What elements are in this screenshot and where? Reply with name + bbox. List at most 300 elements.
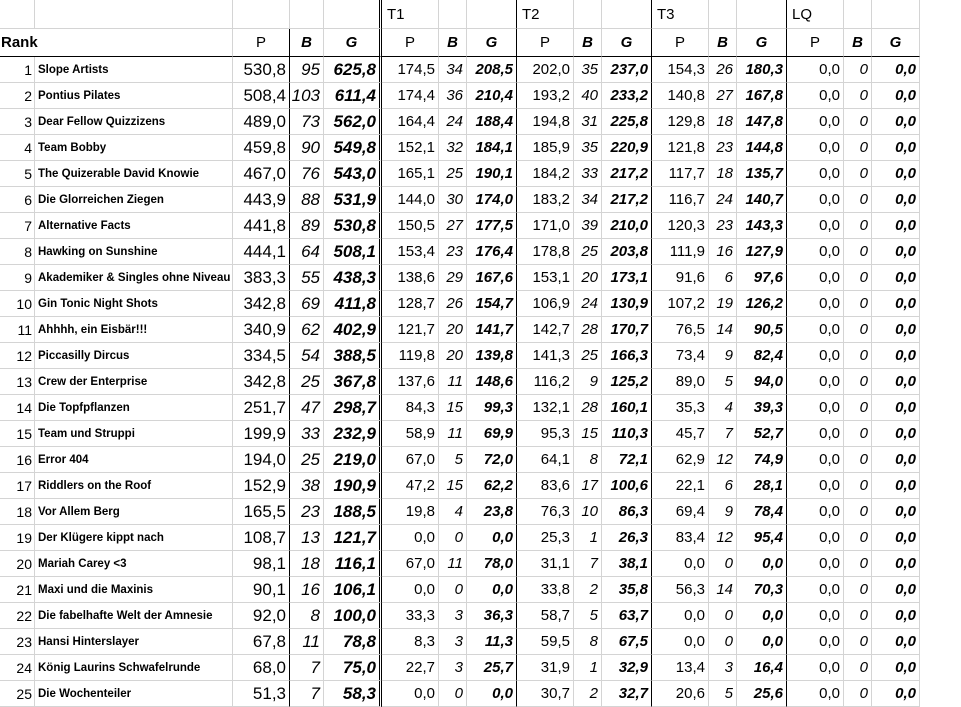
t2-bonus-cell[interactable]: 35: [574, 57, 602, 83]
t1-total-cell[interactable]: 0,0: [467, 577, 517, 603]
rank-cell[interactable]: 6: [0, 187, 35, 213]
t1-points-cell[interactable]: 164,4: [382, 109, 439, 135]
team-name-cell[interactable]: Die Glorreichen Ziegen: [35, 187, 233, 213]
t2-total-cell[interactable]: 166,3: [602, 343, 652, 369]
lq-total-cell[interactable]: 0,0: [872, 213, 920, 239]
rank-cell[interactable]: 7: [0, 213, 35, 239]
t3-bonus-cell[interactable]: 3: [709, 655, 737, 681]
t2-points-cell[interactable]: 76,3: [517, 499, 574, 525]
t3-total-cell[interactable]: 52,7: [737, 421, 787, 447]
t2-points-cell[interactable]: 95,3: [517, 421, 574, 447]
t1-points-cell[interactable]: 165,1: [382, 161, 439, 187]
t1-points-cell[interactable]: 144,0: [382, 187, 439, 213]
rank-cell[interactable]: 25: [0, 681, 35, 707]
t3-points-cell[interactable]: 89,0: [652, 369, 709, 395]
t1-bonus-cell[interactable]: 29: [439, 265, 467, 291]
t1-bonus-cell[interactable]: 15: [439, 473, 467, 499]
total-bonus-cell[interactable]: 88: [290, 187, 324, 213]
group-header-t1[interactable]: T1: [382, 0, 439, 29]
t3-points-cell[interactable]: 111,9: [652, 239, 709, 265]
lq-points-cell[interactable]: 0,0: [787, 317, 844, 343]
total-grand-cell[interactable]: 190,9: [324, 473, 382, 499]
header-lq-p[interactable]: P: [787, 29, 844, 57]
t3-bonus-cell[interactable]: 19: [709, 291, 737, 317]
total-grand-cell[interactable]: 106,1: [324, 577, 382, 603]
t3-bonus-cell[interactable]: 5: [709, 369, 737, 395]
lq-points-cell[interactable]: 0,0: [787, 681, 844, 707]
t2-bonus-cell[interactable]: 35: [574, 135, 602, 161]
total-grand-cell[interactable]: 508,1: [324, 239, 382, 265]
lq-bonus-cell[interactable]: 0: [844, 603, 872, 629]
total-bonus-cell[interactable]: 64: [290, 239, 324, 265]
t3-bonus-cell[interactable]: 23: [709, 135, 737, 161]
rank-cell[interactable]: 2: [0, 83, 35, 109]
lq-bonus-cell[interactable]: 0: [844, 499, 872, 525]
total-grand-cell[interactable]: 411,8: [324, 291, 382, 317]
total-grand-cell[interactable]: 531,9: [324, 187, 382, 213]
header-total-g[interactable]: G: [324, 29, 382, 57]
t3-points-cell[interactable]: 22,1: [652, 473, 709, 499]
lq-bonus-cell[interactable]: 0: [844, 161, 872, 187]
t2-points-cell[interactable]: 58,7: [517, 603, 574, 629]
t3-total-cell[interactable]: 0,0: [737, 629, 787, 655]
t1-total-cell[interactable]: 141,7: [467, 317, 517, 343]
team-name-cell[interactable]: Pontius Pilates: [35, 83, 233, 109]
t1-bonus-cell[interactable]: 11: [439, 369, 467, 395]
total-bonus-cell[interactable]: 25: [290, 447, 324, 473]
t3-bonus-cell[interactable]: 5: [709, 681, 737, 707]
t2-bonus-cell[interactable]: 34: [574, 187, 602, 213]
rank-cell[interactable]: 17: [0, 473, 35, 499]
t2-bonus-cell[interactable]: 2: [574, 681, 602, 707]
lq-total-cell[interactable]: 0,0: [872, 239, 920, 265]
t3-points-cell[interactable]: 116,7: [652, 187, 709, 213]
lq-bonus-cell[interactable]: 0: [844, 577, 872, 603]
t3-bonus-cell[interactable]: 26: [709, 57, 737, 83]
t2-bonus-cell[interactable]: 25: [574, 343, 602, 369]
total-bonus-cell[interactable]: 25: [290, 369, 324, 395]
lq-total-cell[interactable]: 0,0: [872, 499, 920, 525]
t3-bonus-cell[interactable]: 0: [709, 629, 737, 655]
total-bonus-cell[interactable]: 62: [290, 317, 324, 343]
header-t3-g[interactable]: G: [737, 29, 787, 57]
t3-total-cell[interactable]: 135,7: [737, 161, 787, 187]
total-bonus-cell[interactable]: 55: [290, 265, 324, 291]
lq-bonus-cell[interactable]: 0: [844, 655, 872, 681]
lq-bonus-cell[interactable]: 0: [844, 291, 872, 317]
t1-bonus-cell[interactable]: 0: [439, 525, 467, 551]
t3-points-cell[interactable]: 0,0: [652, 629, 709, 655]
t1-bonus-cell[interactable]: 20: [439, 343, 467, 369]
total-bonus-cell[interactable]: 69: [290, 291, 324, 317]
t2-points-cell[interactable]: 31,9: [517, 655, 574, 681]
t1-bonus-cell[interactable]: 3: [439, 655, 467, 681]
t2-total-cell[interactable]: 86,3: [602, 499, 652, 525]
t1-total-cell[interactable]: 36,3: [467, 603, 517, 629]
total-bonus-cell[interactable]: 16: [290, 577, 324, 603]
t1-bonus-cell[interactable]: 34: [439, 57, 467, 83]
t2-bonus-cell[interactable]: 33: [574, 161, 602, 187]
t1-bonus-cell[interactable]: 3: [439, 629, 467, 655]
t2-points-cell[interactable]: 178,8: [517, 239, 574, 265]
t3-total-cell[interactable]: 180,3: [737, 57, 787, 83]
header-t2-p[interactable]: P: [517, 29, 574, 57]
team-name-cell[interactable]: Error 404: [35, 447, 233, 473]
t1-total-cell[interactable]: 0,0: [467, 681, 517, 707]
header-t1-g[interactable]: G: [467, 29, 517, 57]
total-grand-cell[interactable]: 438,3: [324, 265, 382, 291]
team-name-cell[interactable]: Hansi Hinterslayer: [35, 629, 233, 655]
total-bonus-cell[interactable]: 47: [290, 395, 324, 421]
lq-total-cell[interactable]: 0,0: [872, 629, 920, 655]
t2-bonus-cell[interactable]: 1: [574, 525, 602, 551]
rank-cell[interactable]: 19: [0, 525, 35, 551]
total-bonus-cell[interactable]: 13: [290, 525, 324, 551]
total-points-cell[interactable]: 383,3: [233, 265, 290, 291]
cell[interactable]: [290, 0, 324, 29]
t3-points-cell[interactable]: 35,3: [652, 395, 709, 421]
t2-total-cell[interactable]: 125,2: [602, 369, 652, 395]
t1-bonus-cell[interactable]: 11: [439, 551, 467, 577]
t2-bonus-cell[interactable]: 9: [574, 369, 602, 395]
rank-cell[interactable]: 15: [0, 421, 35, 447]
team-name-cell[interactable]: Maxi und die Maxinis: [35, 577, 233, 603]
t2-bonus-cell[interactable]: 20: [574, 265, 602, 291]
rank-header[interactable]: Rank: [0, 29, 233, 57]
header-total-b[interactable]: B: [290, 29, 324, 57]
cell[interactable]: [324, 0, 382, 29]
total-bonus-cell[interactable]: 76: [290, 161, 324, 187]
total-bonus-cell[interactable]: 8: [290, 603, 324, 629]
t1-points-cell[interactable]: 22,7: [382, 655, 439, 681]
total-grand-cell[interactable]: 549,8: [324, 135, 382, 161]
lq-points-cell[interactable]: 0,0: [787, 525, 844, 551]
t2-bonus-cell[interactable]: 10: [574, 499, 602, 525]
t1-bonus-cell[interactable]: 30: [439, 187, 467, 213]
lq-total-cell[interactable]: 0,0: [872, 161, 920, 187]
team-name-cell[interactable]: Gin Tonic Night Shots: [35, 291, 233, 317]
team-name-cell[interactable]: Akademiker & Singles ohne Niveau: [35, 265, 233, 291]
total-grand-cell[interactable]: 219,0: [324, 447, 382, 473]
total-points-cell[interactable]: 68,0: [233, 655, 290, 681]
t2-bonus-cell[interactable]: 24: [574, 291, 602, 317]
t3-points-cell[interactable]: 129,8: [652, 109, 709, 135]
total-grand-cell[interactable]: 188,5: [324, 499, 382, 525]
t1-bonus-cell[interactable]: 0: [439, 681, 467, 707]
total-bonus-cell[interactable]: 33: [290, 421, 324, 447]
header-t1-b[interactable]: B: [439, 29, 467, 57]
cell[interactable]: [709, 0, 737, 29]
lq-points-cell[interactable]: 0,0: [787, 655, 844, 681]
lq-total-cell[interactable]: 0,0: [872, 525, 920, 551]
t3-points-cell[interactable]: 154,3: [652, 57, 709, 83]
team-name-cell[interactable]: Riddlers on the Roof: [35, 473, 233, 499]
t1-total-cell[interactable]: 69,9: [467, 421, 517, 447]
t2-total-cell[interactable]: 210,0: [602, 213, 652, 239]
t1-points-cell[interactable]: 128,7: [382, 291, 439, 317]
t1-total-cell[interactable]: 174,0: [467, 187, 517, 213]
t2-total-cell[interactable]: 35,8: [602, 577, 652, 603]
group-header-t3[interactable]: T3: [652, 0, 709, 29]
lq-bonus-cell[interactable]: 0: [844, 213, 872, 239]
total-points-cell[interactable]: 459,8: [233, 135, 290, 161]
lq-bonus-cell[interactable]: 0: [844, 83, 872, 109]
lq-total-cell[interactable]: 0,0: [872, 447, 920, 473]
total-grand-cell[interactable]: 402,9: [324, 317, 382, 343]
rank-cell[interactable]: 18: [0, 499, 35, 525]
t1-points-cell[interactable]: 0,0: [382, 525, 439, 551]
lq-total-cell[interactable]: 0,0: [872, 317, 920, 343]
t2-total-cell[interactable]: 110,3: [602, 421, 652, 447]
lq-points-cell[interactable]: 0,0: [787, 343, 844, 369]
t2-total-cell[interactable]: 225,8: [602, 109, 652, 135]
rank-cell[interactable]: 16: [0, 447, 35, 473]
total-bonus-cell[interactable]: 90: [290, 135, 324, 161]
total-points-cell[interactable]: 342,8: [233, 369, 290, 395]
t1-bonus-cell[interactable]: 25: [439, 161, 467, 187]
total-bonus-cell[interactable]: 89: [290, 213, 324, 239]
team-name-cell[interactable]: Die Topfpflanzen: [35, 395, 233, 421]
t2-bonus-cell[interactable]: 8: [574, 447, 602, 473]
cell[interactable]: [439, 0, 467, 29]
t2-total-cell[interactable]: 67,5: [602, 629, 652, 655]
rank-cell[interactable]: 5: [0, 161, 35, 187]
lq-points-cell[interactable]: 0,0: [787, 369, 844, 395]
t1-points-cell[interactable]: 67,0: [382, 447, 439, 473]
lq-total-cell[interactable]: 0,0: [872, 655, 920, 681]
lq-points-cell[interactable]: 0,0: [787, 395, 844, 421]
header-lq-b[interactable]: B: [844, 29, 872, 57]
t2-total-cell[interactable]: 32,9: [602, 655, 652, 681]
t1-points-cell[interactable]: 121,7: [382, 317, 439, 343]
total-grand-cell[interactable]: 232,9: [324, 421, 382, 447]
team-name-cell[interactable]: Crew der Enterprise: [35, 369, 233, 395]
t3-points-cell[interactable]: 0,0: [652, 603, 709, 629]
t3-bonus-cell[interactable]: 18: [709, 161, 737, 187]
t3-points-cell[interactable]: 120,3: [652, 213, 709, 239]
t3-total-cell[interactable]: 95,4: [737, 525, 787, 551]
t2-bonus-cell[interactable]: 39: [574, 213, 602, 239]
total-grand-cell[interactable]: 298,7: [324, 395, 382, 421]
t2-bonus-cell[interactable]: 31: [574, 109, 602, 135]
cell[interactable]: [467, 0, 517, 29]
t3-points-cell[interactable]: 56,3: [652, 577, 709, 603]
total-points-cell[interactable]: 489,0: [233, 109, 290, 135]
t2-total-cell[interactable]: 217,2: [602, 161, 652, 187]
t3-bonus-cell[interactable]: 0: [709, 603, 737, 629]
t1-total-cell[interactable]: 208,5: [467, 57, 517, 83]
t3-total-cell[interactable]: 16,4: [737, 655, 787, 681]
t3-points-cell[interactable]: 140,8: [652, 83, 709, 109]
t1-points-cell[interactable]: 8,3: [382, 629, 439, 655]
rank-cell[interactable]: 12: [0, 343, 35, 369]
lq-bonus-cell[interactable]: 0: [844, 239, 872, 265]
t2-total-cell[interactable]: 130,9: [602, 291, 652, 317]
total-points-cell[interactable]: 108,7: [233, 525, 290, 551]
t1-total-cell[interactable]: 188,4: [467, 109, 517, 135]
rank-cell[interactable]: 8: [0, 239, 35, 265]
lq-total-cell[interactable]: 0,0: [872, 681, 920, 707]
cell[interactable]: [602, 0, 652, 29]
t2-bonus-cell[interactable]: 28: [574, 317, 602, 343]
t2-points-cell[interactable]: 30,7: [517, 681, 574, 707]
t3-bonus-cell[interactable]: 6: [709, 265, 737, 291]
t2-bonus-cell[interactable]: 17: [574, 473, 602, 499]
t2-bonus-cell[interactable]: 7: [574, 551, 602, 577]
lq-bonus-cell[interactable]: 0: [844, 109, 872, 135]
total-points-cell[interactable]: 194,0: [233, 447, 290, 473]
t2-points-cell[interactable]: 153,1: [517, 265, 574, 291]
t1-total-cell[interactable]: 167,6: [467, 265, 517, 291]
lq-points-cell[interactable]: 0,0: [787, 603, 844, 629]
t1-total-cell[interactable]: 139,8: [467, 343, 517, 369]
t1-bonus-cell[interactable]: 5: [439, 447, 467, 473]
lq-points-cell[interactable]: 0,0: [787, 499, 844, 525]
lq-points-cell[interactable]: 0,0: [787, 473, 844, 499]
lq-points-cell[interactable]: 0,0: [787, 57, 844, 83]
lq-bonus-cell[interactable]: 0: [844, 551, 872, 577]
t3-total-cell[interactable]: 126,2: [737, 291, 787, 317]
t2-points-cell[interactable]: 171,0: [517, 213, 574, 239]
t2-points-cell[interactable]: 83,6: [517, 473, 574, 499]
t3-total-cell[interactable]: 70,3: [737, 577, 787, 603]
t1-bonus-cell[interactable]: 23: [439, 239, 467, 265]
total-bonus-cell[interactable]: 54: [290, 343, 324, 369]
lq-total-cell[interactable]: 0,0: [872, 395, 920, 421]
t3-total-cell[interactable]: 78,4: [737, 499, 787, 525]
rank-cell[interactable]: 14: [0, 395, 35, 421]
lq-bonus-cell[interactable]: 0: [844, 629, 872, 655]
t3-points-cell[interactable]: 45,7: [652, 421, 709, 447]
total-bonus-cell[interactable]: 11: [290, 629, 324, 655]
header-t1-p[interactable]: P: [382, 29, 439, 57]
t2-points-cell[interactable]: 202,0: [517, 57, 574, 83]
group-header-t2[interactable]: T2: [517, 0, 574, 29]
lq-points-cell[interactable]: 0,0: [787, 265, 844, 291]
total-points-cell[interactable]: 334,5: [233, 343, 290, 369]
t2-points-cell[interactable]: 25,3: [517, 525, 574, 551]
header-t2-g[interactable]: G: [602, 29, 652, 57]
t2-points-cell[interactable]: 106,9: [517, 291, 574, 317]
t2-points-cell[interactable]: 132,1: [517, 395, 574, 421]
total-bonus-cell[interactable]: 73: [290, 109, 324, 135]
t3-bonus-cell[interactable]: 12: [709, 447, 737, 473]
lq-total-cell[interactable]: 0,0: [872, 83, 920, 109]
t1-points-cell[interactable]: 174,5: [382, 57, 439, 83]
t2-total-cell[interactable]: 63,7: [602, 603, 652, 629]
t3-total-cell[interactable]: 90,5: [737, 317, 787, 343]
lq-bonus-cell[interactable]: 0: [844, 395, 872, 421]
t2-total-cell[interactable]: 217,2: [602, 187, 652, 213]
t1-points-cell[interactable]: 150,5: [382, 213, 439, 239]
total-bonus-cell[interactable]: 18: [290, 551, 324, 577]
total-bonus-cell[interactable]: 103: [290, 83, 324, 109]
total-points-cell[interactable]: 342,8: [233, 291, 290, 317]
t3-bonus-cell[interactable]: 23: [709, 213, 737, 239]
t3-points-cell[interactable]: 107,2: [652, 291, 709, 317]
lq-bonus-cell[interactable]: 0: [844, 343, 872, 369]
t3-bonus-cell[interactable]: 18: [709, 109, 737, 135]
team-name-cell[interactable]: Alternative Facts: [35, 213, 233, 239]
t1-bonus-cell[interactable]: 4: [439, 499, 467, 525]
total-grand-cell[interactable]: 530,8: [324, 213, 382, 239]
t3-points-cell[interactable]: 121,8: [652, 135, 709, 161]
t1-bonus-cell[interactable]: 27: [439, 213, 467, 239]
cell[interactable]: [574, 0, 602, 29]
total-grand-cell[interactable]: 611,4: [324, 83, 382, 109]
t1-total-cell[interactable]: 154,7: [467, 291, 517, 317]
t3-total-cell[interactable]: 140,7: [737, 187, 787, 213]
total-points-cell[interactable]: 443,9: [233, 187, 290, 213]
rank-cell[interactable]: 20: [0, 551, 35, 577]
t1-points-cell[interactable]: 19,8: [382, 499, 439, 525]
t3-total-cell[interactable]: 0,0: [737, 603, 787, 629]
t3-points-cell[interactable]: 13,4: [652, 655, 709, 681]
lq-points-cell[interactable]: 0,0: [787, 577, 844, 603]
total-grand-cell[interactable]: 121,7: [324, 525, 382, 551]
t1-points-cell[interactable]: 119,8: [382, 343, 439, 369]
t3-total-cell[interactable]: 94,0: [737, 369, 787, 395]
t2-points-cell[interactable]: 59,5: [517, 629, 574, 655]
total-grand-cell[interactable]: 625,8: [324, 57, 382, 83]
team-name-cell[interactable]: The Quizerable David Knowie: [35, 161, 233, 187]
lq-total-cell[interactable]: 0,0: [872, 603, 920, 629]
total-grand-cell[interactable]: 543,0: [324, 161, 382, 187]
t1-points-cell[interactable]: 47,2: [382, 473, 439, 499]
lq-points-cell[interactable]: 0,0: [787, 447, 844, 473]
lq-bonus-cell[interactable]: 0: [844, 317, 872, 343]
t1-total-cell[interactable]: 176,4: [467, 239, 517, 265]
total-points-cell[interactable]: 441,8: [233, 213, 290, 239]
lq-bonus-cell[interactable]: 0: [844, 681, 872, 707]
t3-bonus-cell[interactable]: 7: [709, 421, 737, 447]
total-grand-cell[interactable]: 367,8: [324, 369, 382, 395]
t1-total-cell[interactable]: 210,4: [467, 83, 517, 109]
team-name-cell[interactable]: Slope Artists: [35, 57, 233, 83]
t1-bonus-cell[interactable]: 32: [439, 135, 467, 161]
t2-points-cell[interactable]: 142,7: [517, 317, 574, 343]
total-points-cell[interactable]: 530,8: [233, 57, 290, 83]
t3-total-cell[interactable]: 39,3: [737, 395, 787, 421]
lq-total-cell[interactable]: 0,0: [872, 57, 920, 83]
rank-cell[interactable]: 4: [0, 135, 35, 161]
team-name-cell[interactable]: Die Wochenteiler: [35, 681, 233, 707]
team-name-cell[interactable]: Der Klügere kippt nach: [35, 525, 233, 551]
cell[interactable]: [233, 0, 290, 29]
team-name-cell[interactable]: Vor Allem Berg: [35, 499, 233, 525]
total-bonus-cell[interactable]: 7: [290, 655, 324, 681]
total-grand-cell[interactable]: 388,5: [324, 343, 382, 369]
t2-total-cell[interactable]: 220,9: [602, 135, 652, 161]
total-bonus-cell[interactable]: 38: [290, 473, 324, 499]
t1-points-cell[interactable]: 137,6: [382, 369, 439, 395]
rank-cell[interactable]: 11: [0, 317, 35, 343]
t3-points-cell[interactable]: 91,6: [652, 265, 709, 291]
t2-points-cell[interactable]: 184,2: [517, 161, 574, 187]
t1-points-cell[interactable]: 84,3: [382, 395, 439, 421]
t3-points-cell[interactable]: 69,4: [652, 499, 709, 525]
t3-bonus-cell[interactable]: 9: [709, 499, 737, 525]
t1-total-cell[interactable]: 11,3: [467, 629, 517, 655]
lq-total-cell[interactable]: 0,0: [872, 577, 920, 603]
t1-total-cell[interactable]: 148,6: [467, 369, 517, 395]
t1-points-cell[interactable]: 152,1: [382, 135, 439, 161]
rank-cell[interactable]: 22: [0, 603, 35, 629]
lq-points-cell[interactable]: 0,0: [787, 83, 844, 109]
lq-bonus-cell[interactable]: 0: [844, 57, 872, 83]
lq-points-cell[interactable]: 0,0: [787, 291, 844, 317]
t2-total-cell[interactable]: 233,2: [602, 83, 652, 109]
